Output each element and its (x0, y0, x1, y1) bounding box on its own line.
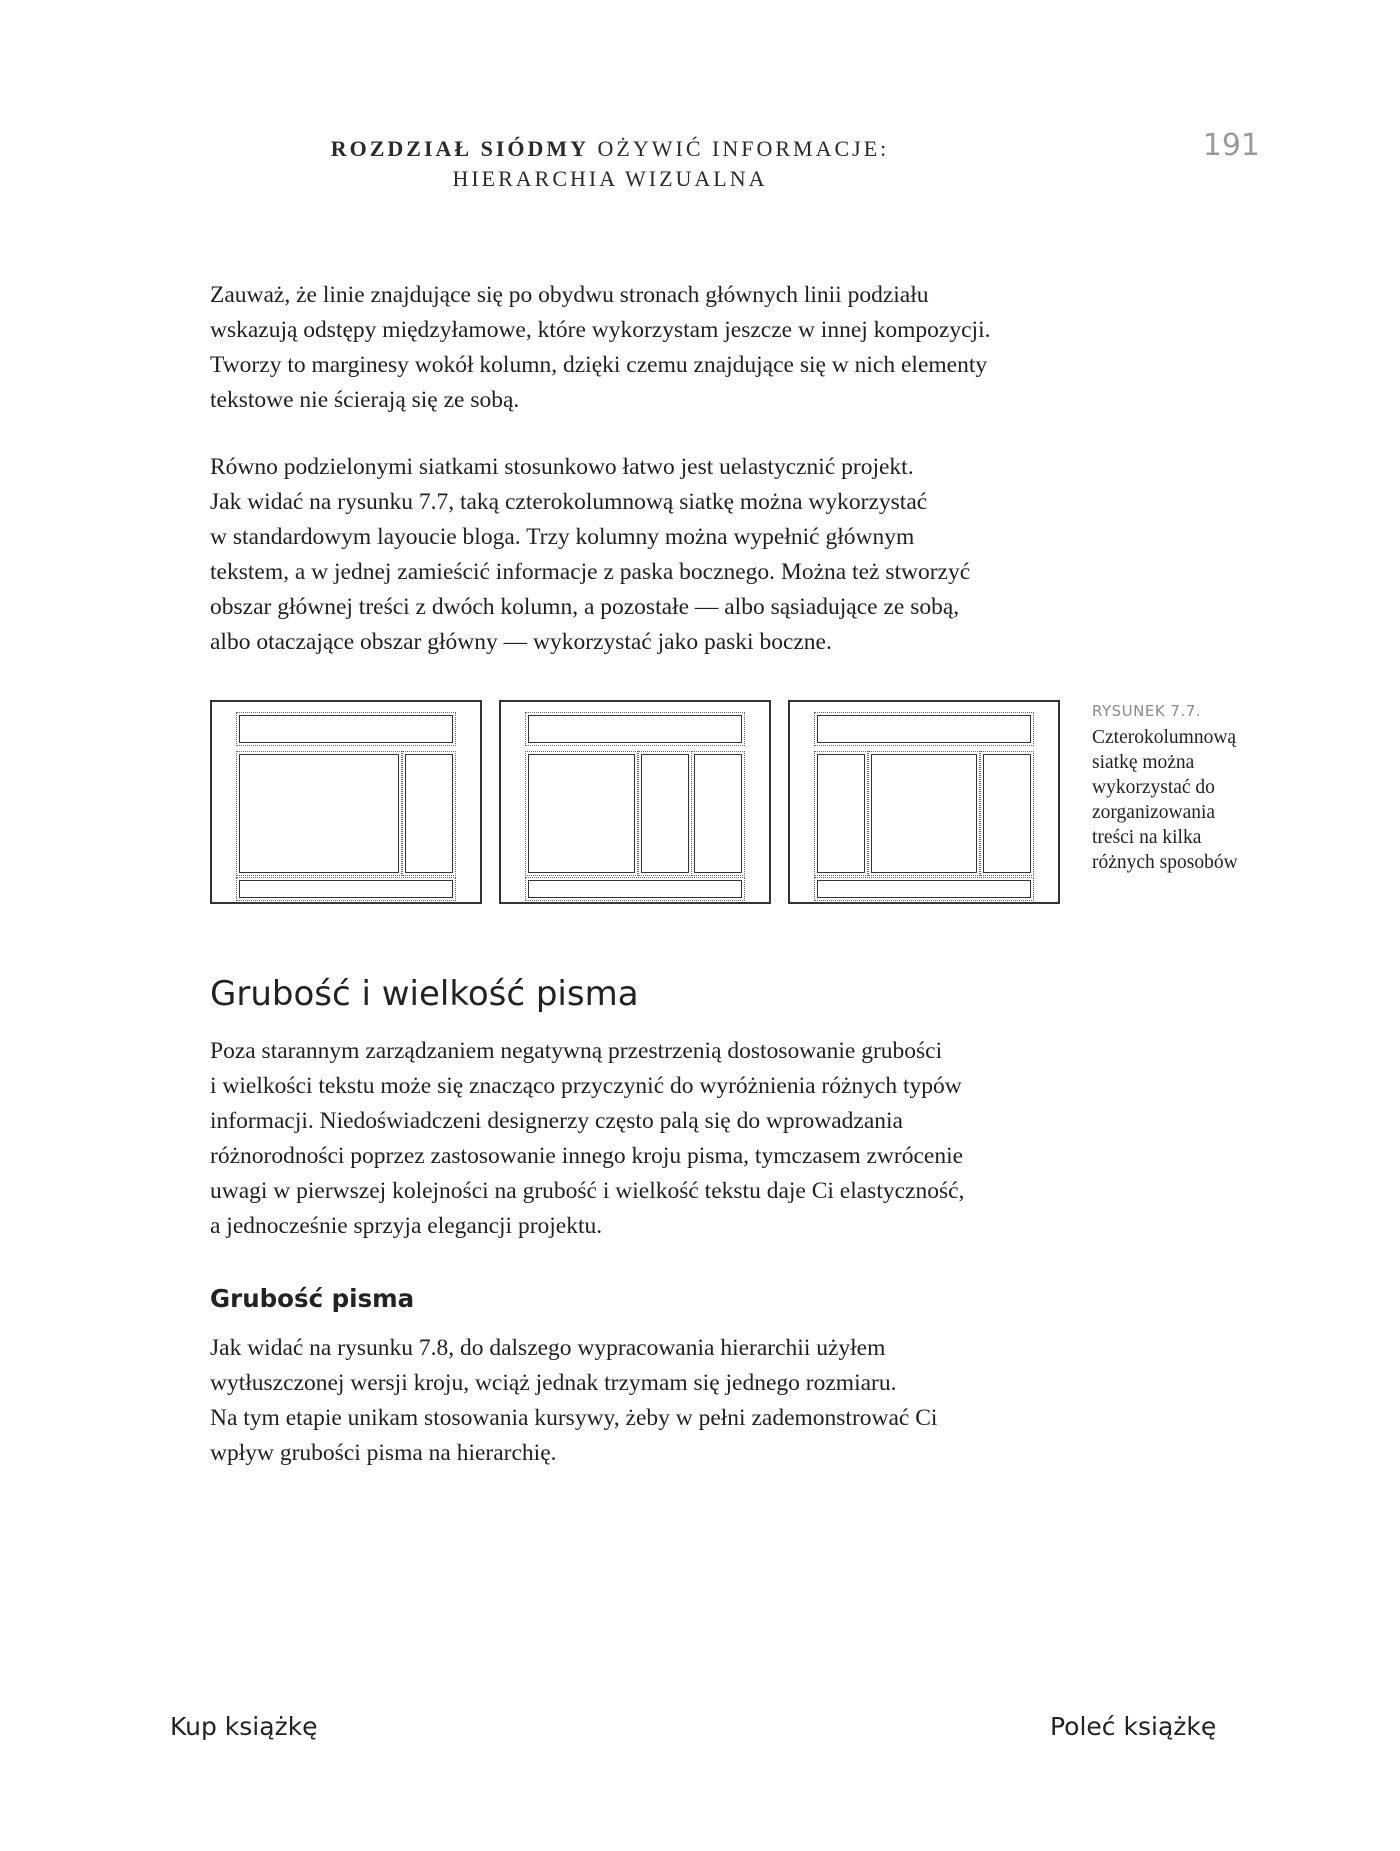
text-line: różnorodności poprzez zastosowanie innego kroju pisma, tymczasem zwrócenie (210, 1143, 964, 1169)
text-line: tekstowe nie ścierają się ze sobą. (210, 387, 520, 413)
layout-header-block (528, 715, 742, 743)
chapter-title-line2: HIERARCHIA WIZUALNA (452, 166, 768, 191)
layout-sidebar-block (641, 754, 689, 873)
text-line: Równo podzielonymi siatkami stosunkowo łatwo jest uelastycznić projekt. (210, 454, 914, 480)
page-number: 191 (1202, 128, 1260, 163)
paragraph-intro (210, 278, 1110, 418)
caption-line: wykorzystać do (1092, 777, 1215, 798)
recommend-book-link[interactable]: Poleć książkę (1050, 1712, 1217, 1741)
layout-sidebar-block (405, 754, 453, 873)
layout-footer-block (817, 880, 1031, 898)
figure-caption (1092, 699, 1272, 875)
section-heading: Grubość i wielkość pisma (210, 974, 639, 1014)
text-line: Jak widać na rysunku 7.8, do dalszego wypracowania hierarchii użyłem (210, 1335, 886, 1361)
layout-footer-block (239, 880, 453, 898)
paragraph-grids (210, 450, 1110, 660)
running-head (210, 134, 1010, 194)
layout-main-content-block (528, 754, 635, 873)
layout-header-block (239, 715, 453, 743)
text-line: albo otaczające obszar główny — wykorzystać jako paski boczne. (210, 629, 832, 655)
paragraph-weight-size (210, 1034, 1110, 1244)
chapter-title-line1: OŻYWIĆ INFORMACJE: (597, 136, 890, 161)
caption-line: różnych sposobów (1092, 852, 1238, 873)
text-line: Zauważ, że linie znajdujące się po obydwu stronach głównych linii podziału (210, 282, 929, 308)
caption-line: treści na kilka (1092, 827, 1202, 848)
layout-sidebar-block (817, 754, 865, 873)
caption-line: siatkę można (1092, 752, 1195, 773)
layout-sidebar-block (694, 754, 742, 873)
subsection-heading: Grubość pisma (210, 1284, 415, 1313)
text-line: Jak widać na rysunku 7.7, taką czterokolumnową siatkę można wykorzystać (210, 489, 928, 515)
layout-diagram-main-right-sidebar (210, 700, 482, 904)
layout-main-content-block (871, 754, 977, 873)
text-line: a jednocześnie sprzyja elegancji projektu. (210, 1213, 603, 1239)
text-line: wpływ grubości pisma na hierarchię. (210, 1440, 557, 1466)
buy-book-link[interactable]: Kup książkę (170, 1712, 318, 1741)
text-line: Na tym etapie unikam stosowania kursywy, żeby w pełni zademonstrować Ci (210, 1405, 938, 1431)
figure-label: RYSUNEK 7.7. (1092, 702, 1202, 720)
layout-diagram-main-two-sidebars (499, 700, 771, 904)
caption-line: zorganizowania (1092, 802, 1216, 823)
text-line: i wielkości tekstu może się znacząco przyczynić do wyróżnienia różnych typów (210, 1073, 962, 1099)
text-line: informacji. Niedoświadczeni designerzy często palą się do wprowadzania (210, 1108, 903, 1134)
text-line: Poza starannym zarządzaniem negatywną przestrzenią dostosowanie grubości (210, 1038, 943, 1064)
text-line: Tworzy to marginesy wokół kolumn, dzięki czemu znajdujące się w nich elementy (210, 352, 988, 378)
layout-header-block (817, 715, 1031, 743)
text-line: tekstem, a w jednej zamieścić informacje z paska bocznego. Można też stworzyć (210, 559, 971, 585)
layout-main-content-block (239, 754, 399, 873)
layout-diagram-surrounding-sidebars (788, 700, 1060, 904)
caption-line: Czterokolumnową (1092, 727, 1237, 748)
figure-grid-layouts (210, 700, 1061, 908)
text-line: w standardowym layoucie bloga. Trzy kolumny można wypełnić głównym (210, 524, 915, 550)
text-line: wytłuszczonej wersji kroju, wciąż jednak trzymam się jednego rozmiaru. (210, 1370, 897, 1396)
text-line: uwagi w pierwszej kolejności na grubość i wielkość tekstu daje Ci elastyczność, (210, 1178, 965, 1204)
layout-footer-block (528, 880, 742, 898)
layout-sidebar-block (983, 754, 1031, 873)
chapter-label: ROZDZIAŁ SIÓDMY (330, 136, 590, 161)
text-line: obszar głównej treści z dwóch kolumn, a pozostałe — albo sąsiadujące ze sobą, (210, 594, 960, 620)
text-line: wskazują odstępy międzyłamowe, które wykorzystam jeszcze w innej kompozycji. (210, 317, 991, 343)
running-head-line1 (210, 134, 1010, 164)
paragraph-font-weight (210, 1331, 1110, 1471)
